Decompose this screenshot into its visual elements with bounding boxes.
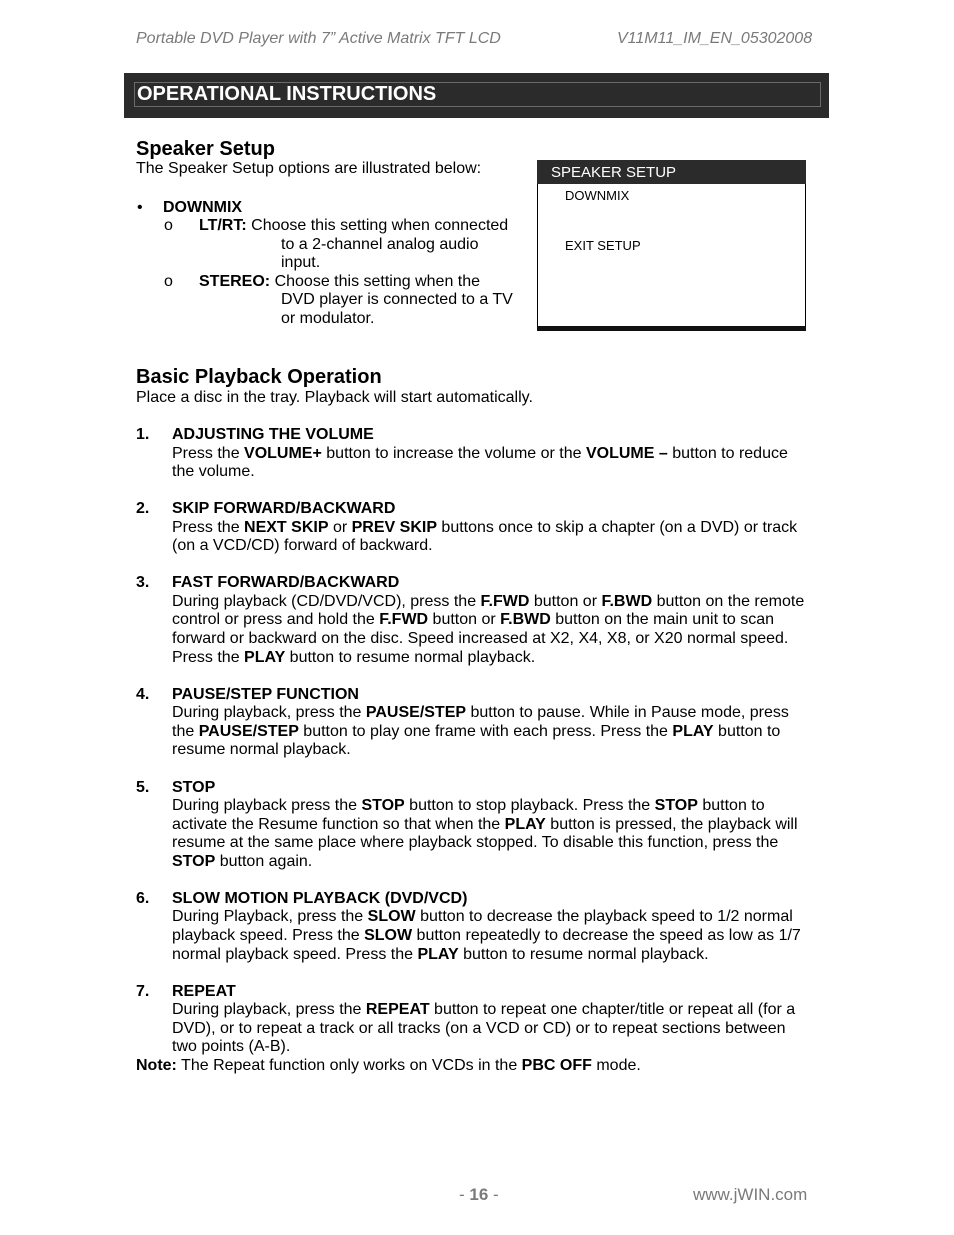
footer-website: www.jWIN.com [693,1185,808,1204]
osd-panel-header [537,160,806,184]
stop-text-line1 [172,797,765,816]
text-run: STOP [361,797,405,814]
text-run: control or press and hold the [172,611,380,628]
stereo-text-line3: or modulator. [281,310,375,327]
text-run: normal playback speed. Press the [172,946,418,963]
stereo-text: Choose this setting when the [270,273,481,290]
header-doc-code: V11M11_IM_EN_05302008 [617,30,813,47]
text-run: PREV SKIP [351,519,437,536]
bullet-icon: • [137,199,143,216]
text-run: During playback (CD/DVD/VCD), press the [172,593,481,610]
text-run: VOLUME+ [244,445,322,462]
item-number: 1. [136,426,150,443]
text-run: the [172,723,199,740]
stop-text-line4 [172,853,312,872]
downmix-label: DOWNMIX [163,199,243,216]
item-title: ADJUSTING THE VOLUME [172,426,374,443]
text-run: NEXT SKIP [244,519,329,536]
pause-text-line2 [172,723,780,742]
repeat-text-line2: DVD), or to repeat a track or all tracks (on a VCD or CD) or to repeat sections between [172,1020,786,1037]
text-run: playback speed. Press the [172,927,365,944]
speaker-setup-heading: Speaker Setup [136,138,275,160]
text-run: button to increase the volume or the [321,445,586,462]
ltrt-line [199,217,508,236]
stop-text-line3: resume at the same place where playback stopped. To disable this function, press the [172,834,779,851]
text-run: STOP [654,797,698,814]
osd-item-downmix: DOWNMIX [565,188,630,203]
text-run: F.BWD [601,593,653,610]
text-run: F.FWD [379,611,429,628]
text-run: or [328,519,352,536]
slow-text-line1 [172,908,793,927]
text-run: button or [428,611,501,628]
repeat-note [136,1057,641,1076]
speaker-setup-intro: The Speaker Setup options are illustrated below: [136,160,482,177]
ltrt-text: Choose this setting when connected [246,217,509,234]
text-run: button again. [215,853,313,870]
skip-text-line1 [172,519,797,538]
item-title: REPEAT [172,983,236,1000]
ff-text-line2 [172,611,774,630]
pause-text-line1 [172,704,789,723]
text-run: button to play one frame with each press. Press the [298,723,673,740]
text-run: STOP [172,853,216,870]
page-number-suffix: - [488,1185,499,1204]
osd-panel-body [537,184,806,326]
text-run: PBC OFF [521,1057,592,1074]
text-run: button to resume normal playback. [458,946,709,963]
text-run: button to [713,723,781,740]
text-run: PAUSE/STEP [365,704,467,721]
skip-text-line2: (on a VCD/CD) forward of backward. [172,537,433,554]
slow-text-line2 [172,927,801,946]
text-run: During playback press the [172,797,362,814]
section-banner-frame [134,82,821,107]
text-run: buttons once to skip a chapter (on a DVD) or track [436,519,798,536]
osd-panel-title: SPEAKER SETUP [551,164,677,181]
ltrt-label: LT/RT: [199,217,247,234]
text-run: button to resume normal playback. [285,649,536,666]
text-run: REPEAT [365,1001,430,1018]
header-doc-title: Portable DVD Player with 7” Active Matrix TFT LCD [136,30,501,47]
repeat-text-line3: two points (A-B). [172,1038,291,1055]
text-run: SLOW [364,927,413,944]
text-run: PLAY [504,816,546,833]
text-run: button to pause. While in Pause mode, press [466,704,789,721]
text-run: SLOW [367,908,416,925]
text-run: VOLUME – [585,445,668,462]
text-run: PAUSE/STEP [198,723,299,740]
note-label: Note: [136,1057,177,1074]
text-run: PLAY [244,649,286,666]
item-number: 7. [136,983,150,1000]
sub-bullet-icon: o [164,273,173,290]
text-run: button to stop playback. Press the [404,797,655,814]
ff-text-line3: forward or backward on the disc. Speed increased at X2, X4, X8, or X20 normal speed. [172,630,789,647]
volume-text-line2: the volume. [172,463,255,480]
item-number: 5. [136,779,150,796]
pause-text-line3: resume normal playback. [172,741,351,758]
volume-text-line1 [172,445,788,464]
page-number-value: 16 [469,1185,489,1204]
text-run: button to decrease the playback speed to 1/2 normal [415,908,793,925]
item-title: STOP [172,779,216,796]
stereo-text-line2: DVD player is connected to a TV [281,291,513,308]
text-run: button to repeat one chapter/title or repeat all (for a [429,1001,796,1018]
item-title: PAUSE/STEP FUNCTION [172,686,359,703]
stereo-label: STEREO: [199,273,271,290]
item-title: FAST FORWARD/BACKWARD [172,574,400,591]
ff-text-line1 [172,593,804,612]
text-run: Press the [172,519,245,536]
text-run: button repeatedly to decrease the speed as low as 1/7 [412,927,801,944]
text-run: button on the remote [652,593,805,610]
ltrt-text-line3: input. [281,254,321,271]
basic-playback-heading: Basic Playback Operation [136,366,382,388]
page-number-prefix: - [459,1185,470,1204]
text-run: Press the [172,649,245,666]
text-run: F.FWD [480,593,530,610]
repeat-text-line1 [172,1001,795,1020]
item-title: SKIP FORWARD/BACKWARD [172,500,396,517]
slow-text-line3 [172,946,709,965]
section-title: OPERATIONAL INSTRUCTIONS [137,83,437,105]
text-run: button or [529,593,602,610]
sub-bullet-icon: o [164,217,173,234]
text-run: mode. [591,1057,641,1074]
text-run: Press the [172,445,245,462]
text-run: button to [697,797,765,814]
stop-text-line2 [172,816,798,835]
item-number: 4. [136,686,150,703]
text-run: button is pressed, the playback will [545,816,798,833]
text-run: F.BWD [500,611,551,628]
text-run: PLAY [672,723,714,740]
text-run: button to reduce [667,445,788,462]
item-number: 3. [136,574,150,591]
basic-playback-intro: Place a disc in the tray. Playback will start automatically. [136,389,533,406]
section-banner [124,73,829,118]
text-run: button on the main unit to scan [550,611,775,628]
osd-item-exit-setup: EXIT SETUP [565,238,641,253]
text-run: activate the Resume function so that when the [172,816,505,833]
ff-text-line4 [172,649,535,668]
ltrt-text-line2: to a 2-channel analog audio [281,236,479,253]
page-number [459,1185,499,1205]
text-run: PLAY [417,946,459,963]
osd-panel-bottom-bar [537,326,806,331]
text-run: The Repeat function only works on VCDs in the [176,1057,522,1074]
text-run: During playback, press the [172,704,366,721]
stereo-line [199,273,480,292]
speaker-setup-osd-panel [537,160,806,331]
item-number: 6. [136,890,150,907]
text-run: During playback, press the [172,1001,366,1018]
item-number: 2. [136,500,150,517]
item-title: SLOW MOTION PLAYBACK (DVD/VCD) [172,890,468,907]
text-run: During Playback, press the [172,908,368,925]
